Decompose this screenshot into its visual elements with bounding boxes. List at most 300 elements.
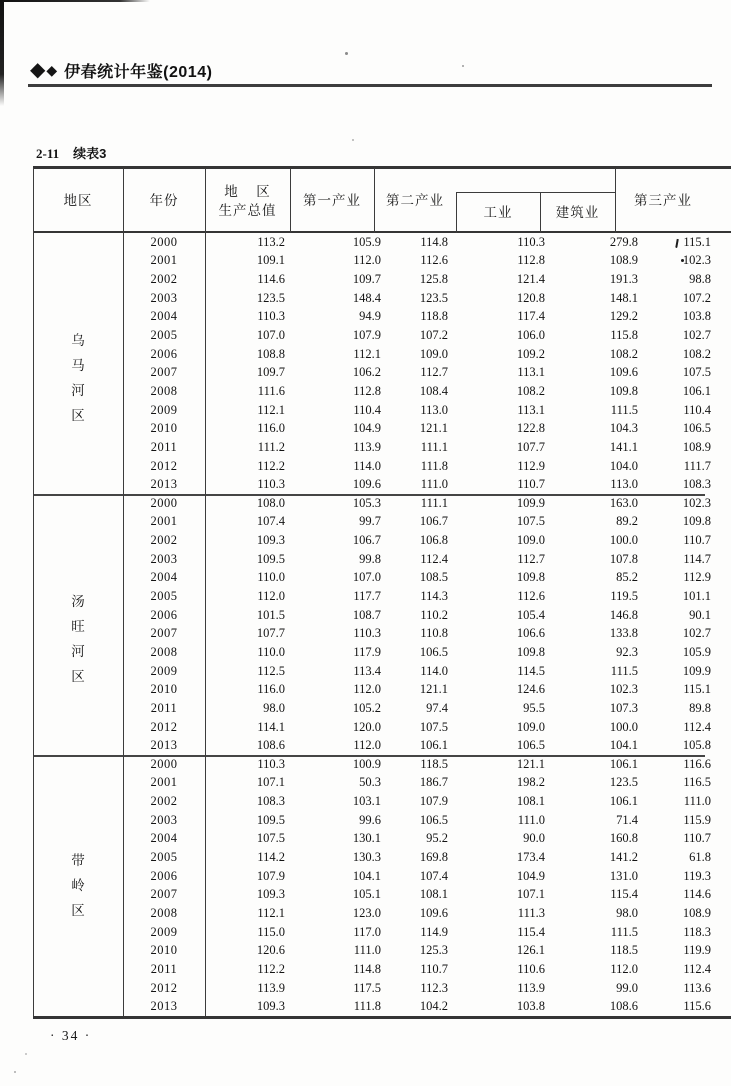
year-cell: 2005 <box>150 589 178 604</box>
value-cell: 124.6 <box>516 682 545 697</box>
value-cell: 112.8 <box>517 253 545 268</box>
value-cell: 111.8 <box>353 999 381 1014</box>
value-cell: 133.8 <box>609 626 638 641</box>
value-cell: 105.4 <box>516 607 545 622</box>
value-cell: 109.0 <box>419 346 448 361</box>
year-cell: 2010 <box>150 421 178 436</box>
value-cell: 102.7 <box>682 328 711 343</box>
value-cell: 109.6 <box>352 477 381 492</box>
value-cell: 100.0 <box>609 719 638 734</box>
value-cell: 110.3 <box>517 234 545 249</box>
value-cell: 102.3 <box>682 253 711 268</box>
region-block <box>33 494 711 755</box>
value-cell: 110.7 <box>517 477 545 492</box>
value-cell: 113.9 <box>257 980 285 995</box>
value-cell: 114.8 <box>353 961 381 976</box>
value-cell: 113.1 <box>517 365 545 380</box>
value-cell: 107.2 <box>682 290 711 305</box>
dust-speck <box>14 1071 16 1073</box>
region-label-char: 马 <box>71 358 85 374</box>
value-cell: 116.5 <box>683 775 711 790</box>
value-cell: 118.3 <box>683 924 711 939</box>
year-cell: 2004 <box>150 309 178 324</box>
value-cell: 111.8 <box>420 458 448 473</box>
table-caption-text: 续表3 <box>73 146 107 161</box>
value-cell: 119.9 <box>683 943 711 958</box>
value-cell: 104.0 <box>609 458 638 473</box>
year-cell: 2004 <box>150 570 178 585</box>
value-cell: 95.2 <box>426 831 448 846</box>
year-cell: 2012 <box>150 458 178 473</box>
value-cell: 97.4 <box>426 700 448 715</box>
value-cell: 110.3 <box>257 309 285 324</box>
value-cell: 146.8 <box>609 607 638 622</box>
value-cell: 109.7 <box>256 365 285 380</box>
dust-speck <box>462 65 464 67</box>
value-cell: 104.1 <box>352 868 381 883</box>
value-cell: 111.1 <box>420 495 448 510</box>
value-cell: 160.8 <box>609 831 638 846</box>
header-region: 地区 <box>63 193 93 208</box>
value-cell: 117.5 <box>353 980 381 995</box>
value-cell: 112.1 <box>353 346 381 361</box>
value-cell: 114.5 <box>517 663 545 678</box>
value-cell: 112.9 <box>683 570 711 585</box>
value-cell: 111.1 <box>420 439 448 454</box>
value-cell: 113.0 <box>420 402 448 417</box>
header-gdp-line2: 生产总值 <box>218 202 277 218</box>
value-cell: 107.2 <box>419 328 448 343</box>
value-cell: 141.2 <box>609 850 638 865</box>
value-cell: 109.7 <box>352 272 381 287</box>
value-cell: 173.4 <box>516 850 545 865</box>
value-cell: 104.2 <box>419 999 448 1014</box>
table-caption <box>36 143 106 162</box>
value-cell: 100.9 <box>352 756 381 771</box>
region-block <box>33 755 711 1016</box>
value-cell: 99.7 <box>359 514 381 529</box>
value-cell: 106.5 <box>516 738 545 753</box>
table-header <box>33 168 711 233</box>
value-cell: 105.9 <box>352 234 381 249</box>
value-cell: 107.0 <box>256 328 285 343</box>
value-cell: 125.8 <box>419 272 448 287</box>
value-cell: 109.2 <box>516 346 545 361</box>
value-cell: 102.3 <box>682 495 711 510</box>
value-cell: 112.0 <box>257 589 285 604</box>
year-cell: 2010 <box>150 943 178 958</box>
value-cell: 118.8 <box>420 309 448 324</box>
region-label-char: 河 <box>71 383 85 399</box>
value-cell: 107.5 <box>516 514 545 529</box>
value-cell: 108.2 <box>682 346 711 361</box>
region-label-char: 河 <box>71 644 85 660</box>
statistics-table <box>33 168 711 1016</box>
value-cell: 129.2 <box>609 309 638 324</box>
year-cell: 2007 <box>150 365 178 380</box>
value-cell: 115.1 <box>683 234 711 249</box>
value-cell: 141.1 <box>609 439 638 454</box>
value-cell: 108.3 <box>256 794 285 809</box>
value-cell: 107.5 <box>256 831 285 846</box>
value-cell: 114.2 <box>257 850 285 865</box>
year-cell: 2012 <box>150 980 178 995</box>
value-cell: 120.0 <box>352 719 381 734</box>
year-cell: 2009 <box>150 924 178 939</box>
year-cell: 2007 <box>150 887 178 902</box>
year-cell: 2011 <box>150 961 178 976</box>
value-cell: 106.7 <box>352 533 381 548</box>
value-cell: 148.4 <box>352 290 381 305</box>
value-cell: 109.6 <box>419 905 448 920</box>
value-cell: 109.3 <box>256 887 285 902</box>
diamond-icon: ◆ <box>46 62 58 78</box>
value-cell: 108.1 <box>419 887 448 902</box>
value-cell: 110.0 <box>257 570 285 585</box>
header-industry: 工业 <box>483 205 513 220</box>
value-cell: 112.1 <box>257 905 285 920</box>
value-cell: 89.8 <box>689 700 711 715</box>
value-cell: 106.7 <box>419 514 448 529</box>
value-cell: 123.0 <box>352 905 381 920</box>
value-cell: 118.5 <box>420 756 448 771</box>
year-cell: 2004 <box>150 831 178 846</box>
value-cell: 122.8 <box>516 421 545 436</box>
value-cell: 105.8 <box>682 738 711 753</box>
value-cell: 112.3 <box>420 980 448 995</box>
value-cell: 106.2 <box>352 365 381 380</box>
value-cell: 110.0 <box>257 644 285 659</box>
value-cell: 104.9 <box>516 868 545 883</box>
value-cell: 116.0 <box>257 682 285 697</box>
value-cell: 108.1 <box>516 794 545 809</box>
value-cell: 111.5 <box>610 924 638 939</box>
value-cell: 107.4 <box>419 868 448 883</box>
value-cell: 117.4 <box>517 309 545 324</box>
value-cell: 107.5 <box>682 365 711 380</box>
region-label-char: 乌 <box>71 333 85 349</box>
value-cell: 106.5 <box>419 812 448 827</box>
scan-edge-top <box>0 0 150 2</box>
year-cell: 2005 <box>150 850 178 865</box>
region-label-char: 带 <box>71 852 85 868</box>
value-cell: 117.7 <box>353 589 381 604</box>
region-label-char: 区 <box>71 902 85 918</box>
dust-speck <box>345 52 348 55</box>
year-cell: 2001 <box>150 514 178 529</box>
value-cell: 108.9 <box>609 253 638 268</box>
value-cell: 108.8 <box>256 346 285 361</box>
value-cell: 114.3 <box>420 589 448 604</box>
year-cell: 2002 <box>150 533 178 548</box>
year-cell: 2000 <box>150 234 178 249</box>
value-cell: 130.3 <box>352 850 381 865</box>
value-cell: 108.2 <box>609 346 638 361</box>
value-cell: 105.3 <box>352 495 381 510</box>
value-cell: 101.5 <box>256 607 285 622</box>
value-cell: 126.1 <box>516 943 545 958</box>
year-cell: 2011 <box>150 700 178 715</box>
value-cell: 106.5 <box>419 644 448 659</box>
value-cell: 113.0 <box>610 477 638 492</box>
value-cell: 109.8 <box>682 514 711 529</box>
value-cell: 169.8 <box>419 850 448 865</box>
value-cell: 107.1 <box>256 775 285 790</box>
value-cell: 115.0 <box>257 924 285 939</box>
value-cell: 114.0 <box>353 458 381 473</box>
year-cell: 2008 <box>150 905 178 920</box>
value-cell: 110.6 <box>517 961 545 976</box>
value-cell: 112.7 <box>420 365 448 380</box>
value-cell: 110.3 <box>257 477 285 492</box>
value-cell: 110.7 <box>683 533 711 548</box>
year-cell: 2008 <box>150 644 178 659</box>
value-cell: 109.6 <box>609 365 638 380</box>
value-cell: 111.6 <box>257 383 285 398</box>
value-cell: 121.1 <box>419 682 448 697</box>
year-cell: 2008 <box>150 383 178 398</box>
region-block <box>33 233 711 494</box>
value-cell: 191.3 <box>609 272 638 287</box>
value-cell: 110.3 <box>257 756 285 771</box>
value-cell: 112.4 <box>420 551 448 566</box>
value-cell: 112.0 <box>610 961 638 976</box>
value-cell: 112.6 <box>420 253 448 268</box>
value-cell: 113.6 <box>683 980 711 995</box>
value-cell: 114.6 <box>257 272 285 287</box>
region-label-char: 区 <box>71 669 85 685</box>
value-cell: 115.1 <box>683 682 711 697</box>
value-cell: 111.0 <box>420 477 448 492</box>
value-cell: 100.0 <box>609 533 638 548</box>
value-cell: 106.1 <box>682 383 711 398</box>
year-cell: 2013 <box>150 999 178 1014</box>
value-cell: 108.0 <box>256 495 285 510</box>
value-cell: 112.9 <box>517 458 545 473</box>
value-cell: 123.5 <box>609 775 638 790</box>
value-cell: 107.7 <box>256 626 285 641</box>
value-cell: 89.2 <box>616 514 638 529</box>
value-cell: 115.4 <box>517 924 545 939</box>
value-cell: 98.8 <box>689 272 711 287</box>
value-cell: 111.5 <box>610 663 638 678</box>
value-cell: 112.2 <box>257 458 285 473</box>
value-cell: 106.1 <box>419 738 448 753</box>
value-cell: 108.9 <box>682 905 711 920</box>
year-cell: 2001 <box>150 775 178 790</box>
value-cell: 112.4 <box>683 961 711 976</box>
year-cell: 2009 <box>150 402 178 417</box>
region-label <box>33 509 123 770</box>
value-cell: 114.7 <box>683 551 711 566</box>
value-cell: 94.9 <box>359 309 381 324</box>
value-cell: 112.4 <box>683 719 711 734</box>
value-cell: 113.4 <box>353 663 381 678</box>
year-cell: 2002 <box>150 272 178 287</box>
value-cell: 111.5 <box>610 402 638 417</box>
value-cell: 109.8 <box>516 644 545 659</box>
value-cell: 107.4 <box>256 514 285 529</box>
value-cell: 112.6 <box>517 589 545 604</box>
year-cell: 2006 <box>150 346 178 361</box>
value-cell: 112.8 <box>353 383 381 398</box>
value-cell: 112.0 <box>353 253 381 268</box>
year-cell: 2000 <box>150 756 178 771</box>
value-cell: 111.0 <box>517 812 545 827</box>
value-cell: 111.7 <box>683 458 711 473</box>
value-cell: 108.7 <box>352 607 381 622</box>
value-cell: 102.3 <box>609 682 638 697</box>
header-tertiary-industry: 第三产业 <box>634 193 692 208</box>
value-cell: 113.9 <box>353 439 381 454</box>
value-cell: 108.6 <box>256 738 285 753</box>
value-cell: 116.0 <box>257 421 285 436</box>
value-cell: 109.0 <box>516 719 545 734</box>
value-cell: 108.6 <box>609 999 638 1014</box>
value-cell: 114.6 <box>683 887 711 902</box>
value-cell: 109.5 <box>256 551 285 566</box>
page-number: · 34 · <box>50 1028 92 1043</box>
value-cell: 109.9 <box>516 495 545 510</box>
year-cell: 2005 <box>150 328 178 343</box>
header-construction: 建筑业 <box>555 205 600 220</box>
value-cell: 107.1 <box>516 887 545 902</box>
value-cell: 118.5 <box>610 943 638 958</box>
value-cell: 113.9 <box>517 980 545 995</box>
value-cell: 120.6 <box>256 943 285 958</box>
value-cell: 111.2 <box>257 439 285 454</box>
value-cell: 105.2 <box>352 700 381 715</box>
value-cell: 107.7 <box>516 439 545 454</box>
value-cell: 117.9 <box>353 644 381 659</box>
book-title: 伊春统计年鉴(2014) <box>64 63 213 81</box>
value-cell: 119.5 <box>610 589 638 604</box>
value-cell: 109.1 <box>256 253 285 268</box>
value-cell: 119.3 <box>683 868 711 883</box>
region-label <box>33 755 123 1016</box>
dust-speck <box>352 139 354 141</box>
value-cell: 107.8 <box>609 551 638 566</box>
value-cell: 107.0 <box>352 570 381 585</box>
value-cell: 116.6 <box>683 756 711 771</box>
year-cell: 2000 <box>150 495 178 510</box>
value-cell: 103.8 <box>682 309 711 324</box>
region-label-char: 汤 <box>71 594 85 610</box>
value-cell: 50.3 <box>359 775 381 790</box>
value-cell: 117.0 <box>353 924 381 939</box>
value-cell: 111.0 <box>683 794 711 809</box>
value-cell: 92.3 <box>616 644 638 659</box>
running-head-rule <box>28 84 712 87</box>
value-cell: 106.1 <box>609 756 638 771</box>
value-cell: 110.4 <box>353 402 381 417</box>
value-cell: 115.8 <box>610 328 638 343</box>
value-cell: 115.9 <box>683 812 711 827</box>
value-cell: 110.7 <box>420 961 448 976</box>
value-cell: 110.2 <box>420 607 448 622</box>
value-cell: 106.6 <box>516 626 545 641</box>
value-cell: 123.5 <box>256 290 285 305</box>
value-cell: 110.4 <box>683 402 711 417</box>
value-cell: 108.2 <box>516 383 545 398</box>
year-cell: 2010 <box>150 682 178 697</box>
value-cell: 115.4 <box>610 887 638 902</box>
value-cell: 125.3 <box>419 943 448 958</box>
value-cell: 112.0 <box>353 738 381 753</box>
value-cell: 107.9 <box>419 794 448 809</box>
value-cell: 98.0 <box>616 905 638 920</box>
value-cell: 103.1 <box>352 794 381 809</box>
table-body <box>33 233 711 1016</box>
value-cell: 98.0 <box>263 700 285 715</box>
value-cell: 112.0 <box>353 682 381 697</box>
year-cell: 2009 <box>150 663 178 678</box>
table-number: 2-11 <box>36 146 60 161</box>
value-cell: 114.8 <box>420 234 448 249</box>
value-cell: 106.8 <box>419 533 448 548</box>
value-cell: 112.1 <box>257 402 285 417</box>
value-cell: 85.2 <box>616 570 638 585</box>
year-cell: 2012 <box>150 719 178 734</box>
table-bottom-border <box>33 1016 731 1019</box>
year-cell: 2001 <box>150 253 178 268</box>
value-cell: 110.8 <box>420 626 448 641</box>
value-cell: 113.2 <box>257 234 285 249</box>
value-cell: 106.1 <box>609 794 638 809</box>
value-cell: 90.1 <box>689 607 711 622</box>
value-cell: 102.7 <box>682 626 711 641</box>
value-cell: 109.9 <box>682 663 711 678</box>
year-cell: 2003 <box>150 290 178 305</box>
value-cell: 107.5 <box>419 719 448 734</box>
header-primary-industry: 第一产业 <box>303 193 361 208</box>
value-cell: 114.1 <box>257 719 285 734</box>
year-cell: 2013 <box>150 738 178 753</box>
value-cell: 108.9 <box>682 439 711 454</box>
value-cell: 114.0 <box>420 663 448 678</box>
value-cell: 113.1 <box>517 402 545 417</box>
diamond-icon: ◆ <box>30 59 46 81</box>
header-gdp-line1: 地 区 <box>224 183 271 199</box>
value-cell: 71.4 <box>616 812 638 827</box>
running-head <box>30 57 212 83</box>
value-cell: 121.1 <box>516 756 545 771</box>
value-cell: 108.4 <box>419 383 448 398</box>
value-cell: 186.7 <box>419 775 448 790</box>
value-cell: 108.5 <box>419 570 448 585</box>
region-label-char: 区 <box>71 408 85 424</box>
value-cell: 131.0 <box>609 868 638 883</box>
value-cell: 163.0 <box>609 495 638 510</box>
value-cell: 111.0 <box>353 943 381 958</box>
value-cell: 115.6 <box>683 999 711 1014</box>
year-cell: 2002 <box>150 794 178 809</box>
value-cell: 107.9 <box>256 868 285 883</box>
value-cell: 99.0 <box>616 980 638 995</box>
value-cell: 109.3 <box>256 999 285 1014</box>
value-cell: 120.8 <box>516 290 545 305</box>
value-cell: 198.2 <box>516 775 545 790</box>
year-cell: 2003 <box>150 812 178 827</box>
value-cell: 105.9 <box>682 644 711 659</box>
value-cell: 109.8 <box>609 383 638 398</box>
year-cell: 2006 <box>150 868 178 883</box>
value-cell: 101.1 <box>682 589 711 604</box>
value-cell: 109.5 <box>256 812 285 827</box>
region-label <box>33 248 123 509</box>
value-cell: 105.1 <box>352 887 381 902</box>
value-cell: 130.1 <box>352 831 381 846</box>
